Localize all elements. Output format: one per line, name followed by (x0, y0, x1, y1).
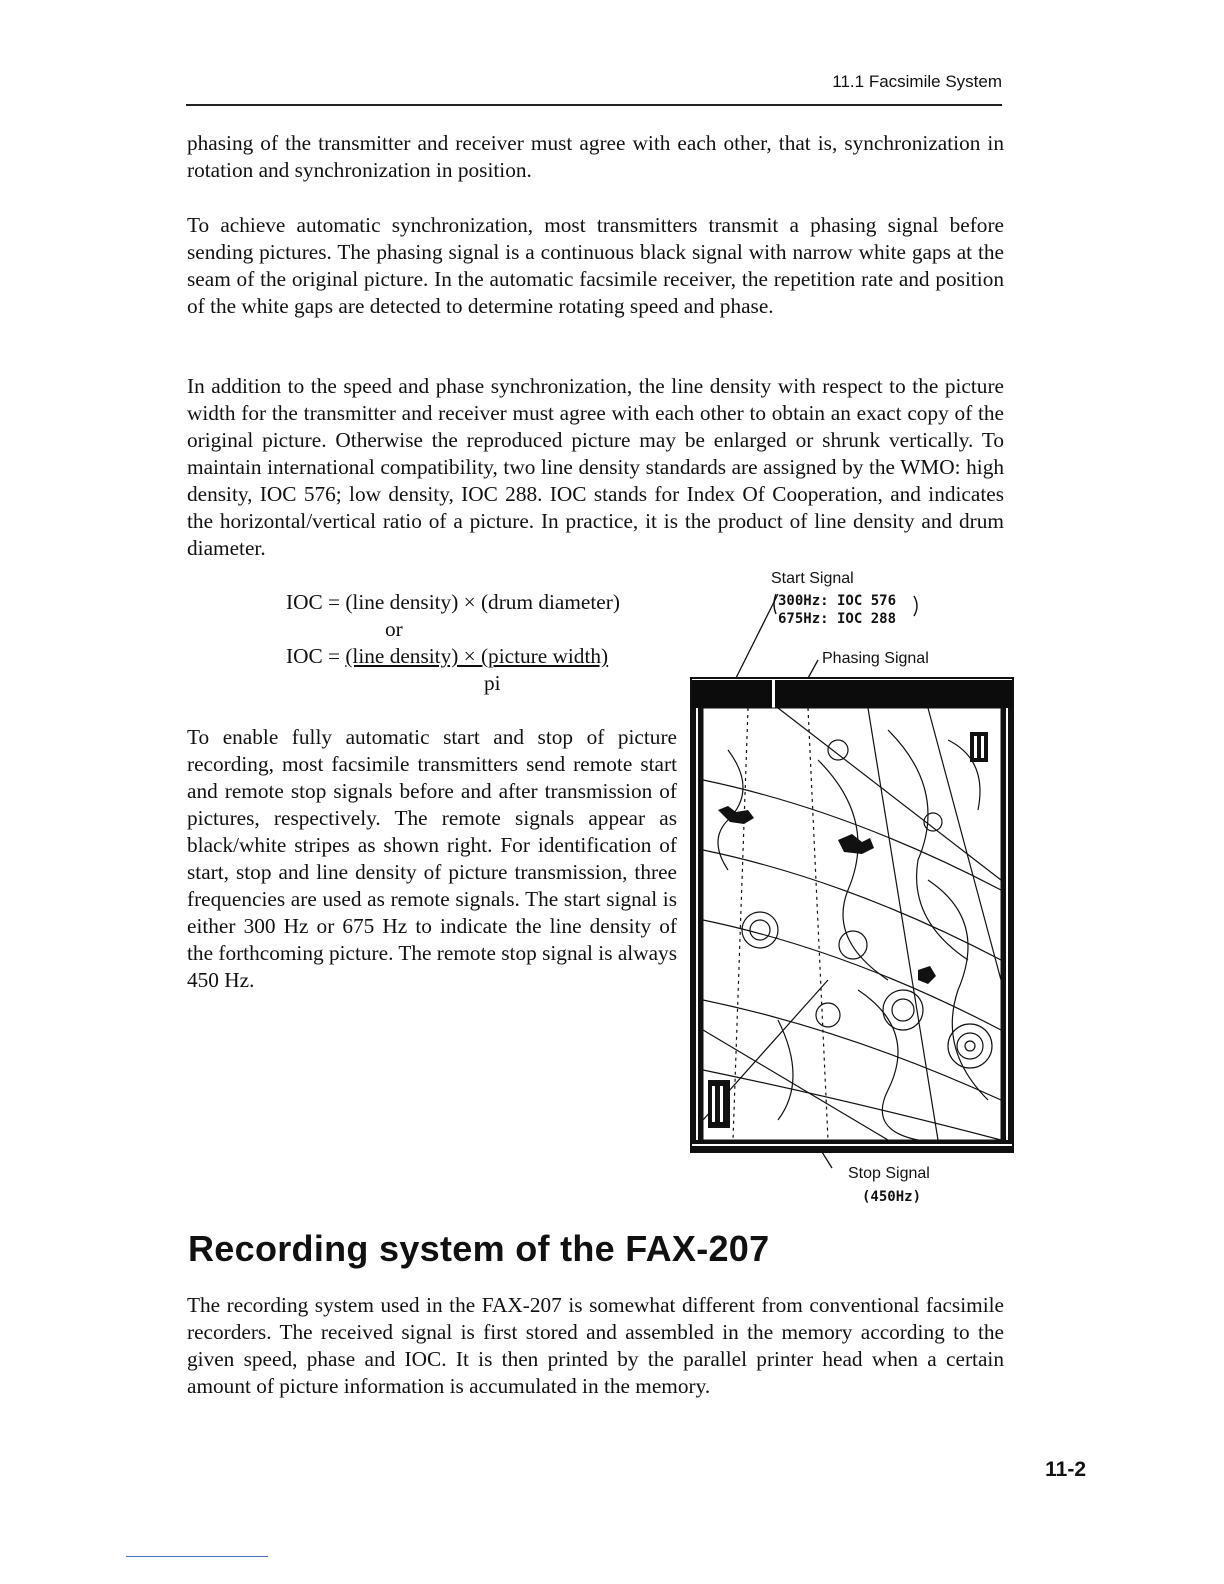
start-bracket-right (914, 596, 917, 616)
phasing-gap (772, 680, 775, 708)
formula-denominator: pi (484, 671, 501, 695)
section-heading: Recording system of the FAX-207 (188, 1228, 770, 1269)
paragraph-automatic-synchronization: To achieve automatic synchronization, most transmitters transmit a phasing signal before sending pictures. The phasing signal is a continuous black signal with narrow white gaps at the seam of the original picture. In the automatic facsimile receiver, the repetition rate and position of the white gaps are detected to determine rotating speed and phase. (187, 213, 1004, 318)
page-number: 11-2 (1045, 1458, 1086, 1481)
start-bracket-left (774, 594, 776, 614)
page-header (186, 70, 1002, 106)
start-signal-leader (734, 594, 778, 682)
phasing-signal-label: Phasing Signal (822, 650, 929, 667)
formula-numerator: (line density) × (picture width) (345, 644, 609, 668)
map-text-block (708, 1080, 730, 1128)
header-title: 11.1 Facsimile System (832, 72, 1002, 91)
paragraph-recording-system: The recording system used in the FAX-207 is somewhat different from conventional facsimile recorders. The received signal is first stored and assembled in the memory according to the given speed, phase and IOC. It is then printed by the parallel printer head when a certain amount of picture information is accumulated in the memory. (187, 1293, 1004, 1398)
stop-band-gap (692, 1144, 1012, 1146)
formula-or: or (385, 617, 403, 641)
start-signal-300: 300Hz: IOC 576 (778, 593, 897, 609)
paragraph-line-density: In addition to the speed and phase synchronization, the line density with respect to the picture width for the transmitter and receiver must agree with each other to obtain an exact copy of the original picture. Otherwise the reproduced picture may be enlarged or shrunk vertically. To maintain international compatibility, two line density standards are assigned by the WMO: high density, IOC 576; low density, IOC 288. IOC stands for Index Of Cooperation, and indicates the horizontal/vertical ratio of a picture. In practice, it is the product of line density and drum diameter. (187, 374, 1004, 560)
start-signal-675: 675Hz: IOC 288 (778, 611, 897, 627)
stop-signal-leader (822, 1152, 832, 1168)
footer-line (126, 1556, 268, 1557)
stop-signal-freq: (450Hz) (862, 1189, 922, 1205)
paragraph-remote-signals: To enable fully automatic start and stop of picture recording, most facsimile transmitters send remote start and remote stop signals before and after transmission of pictures, respectively. The remote signals appear as black/white stripes as shown right. For identification of start, stop and line density of picture transmission, three frequencies are used as remote signals. The start signal is either 300 Hz or 675 Hz to indicate the line density of the forthcoming picture. The remote stop signal is always 450 Hz. (187, 725, 677, 992)
start-signal-label: Start Signal (771, 570, 854, 587)
map-text-block (970, 732, 988, 762)
left-stripe-gap (696, 708, 698, 1152)
weather-fax-figure (688, 560, 1018, 1180)
formula-ioc-drum: IOC = (line density) × (drum diameter) (286, 590, 620, 614)
stop-signal-label: Stop Signal (848, 1165, 930, 1182)
paragraph-synchronization: phasing of the transmitter and receiver must agree with each other, that is, synchronization in rotation and synchronization in position. (187, 131, 1004, 182)
formula-ioc-width (286, 643, 608, 670)
formula-prefix: IOC = (286, 644, 346, 668)
phasing-signal-band (692, 680, 1012, 708)
right-stripe-gap (1006, 708, 1008, 1152)
fax-frame (691, 678, 1013, 1152)
